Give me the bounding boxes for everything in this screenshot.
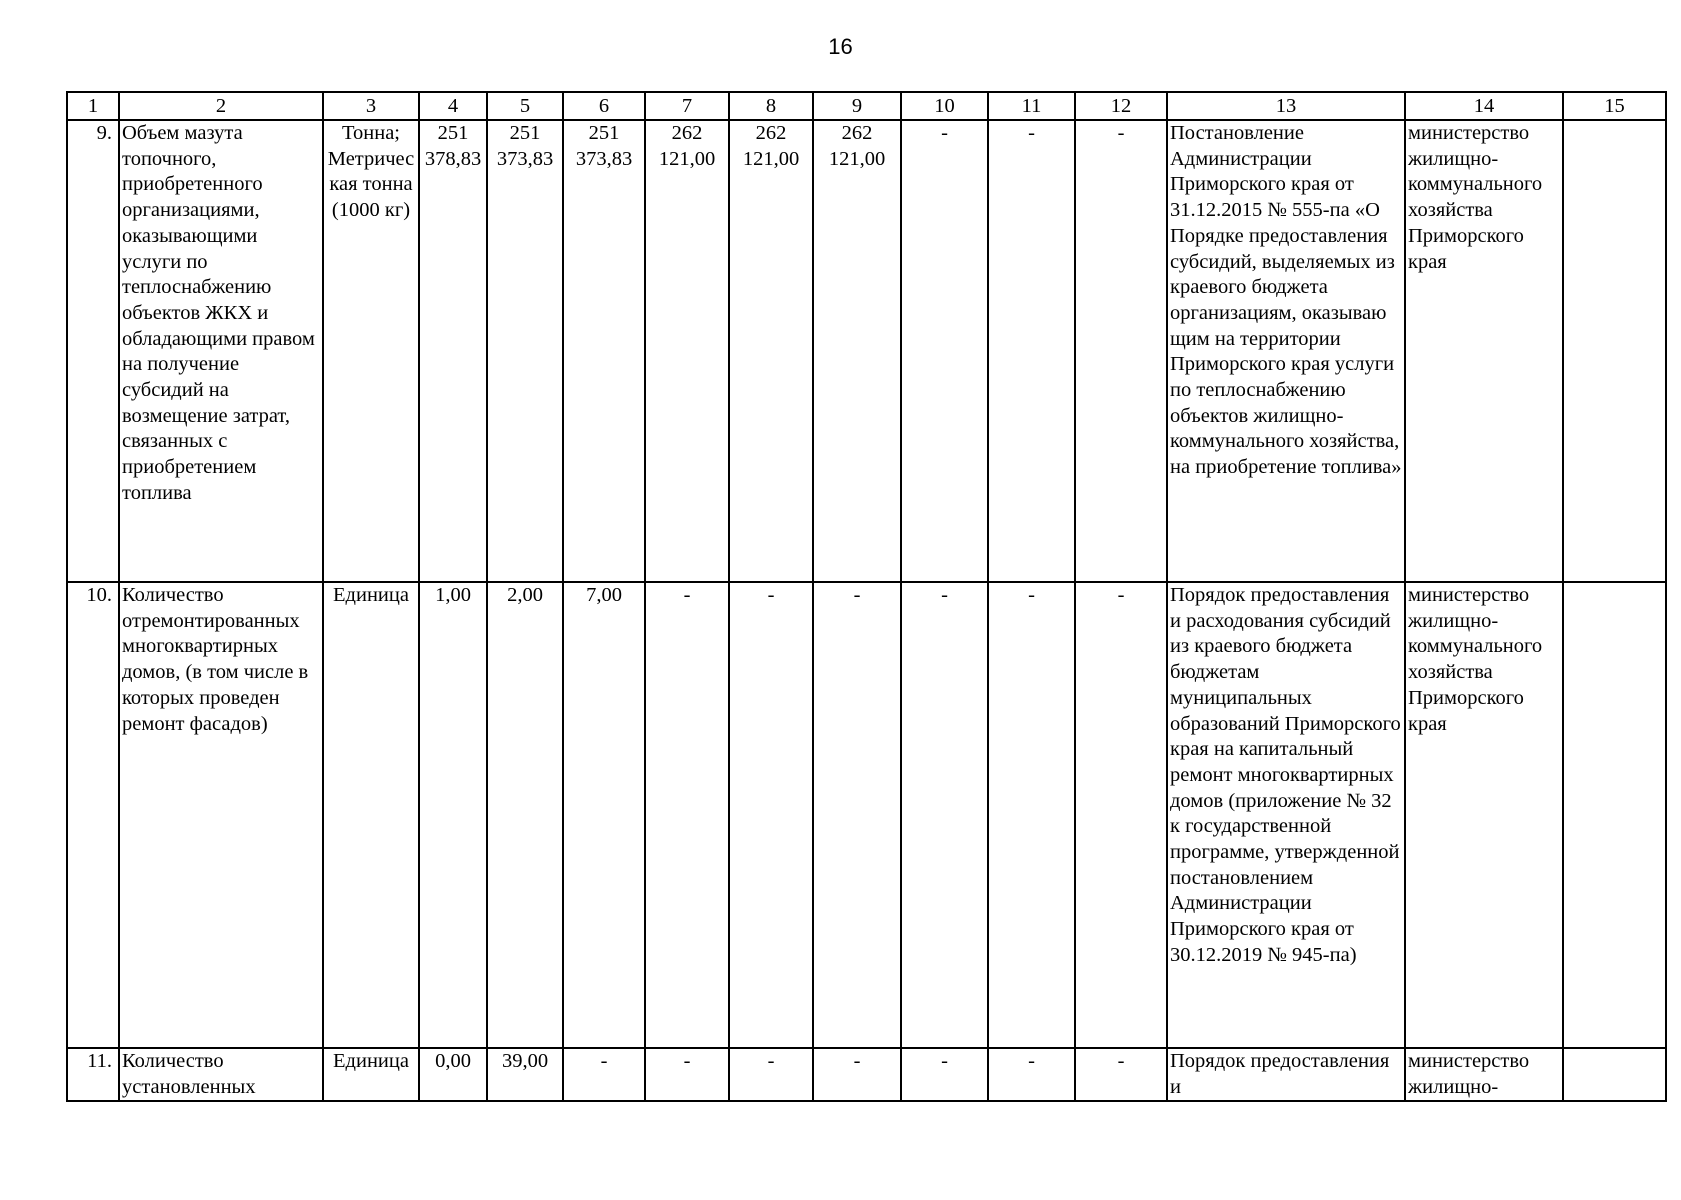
unit-cell: Единица: [323, 582, 419, 1048]
header-cell: 1: [67, 92, 119, 120]
indicator-name: Количество отремонтированных многоквартирных домов, (в том числе в которых проведен ремонт фасадов): [119, 582, 323, 1048]
indicator-name: Объем мазута топочного, приобретенного организациями, оказывающими услуги по теплоснабжению объектов ЖКХ и обладающими правом на получение субсидий на возмещение затрат, связанных с приобретением топлива: [119, 120, 323, 582]
value-cell: 251 378,83: [419, 120, 487, 582]
page-number: 16: [828, 34, 853, 59]
basis-document: Порядок предоставления и расходования субсидий из краевого бюджета бюджетам муниципальных образований Приморского края на капитальный ремонт многоквартирных домов (приложение № 32 к государственной программе, утвержденной постановлением Администрации Приморского края от 30.12.2019 № 945-па): [1167, 582, 1405, 1048]
note-cell: [1563, 582, 1666, 1048]
value-cell: -: [645, 1048, 729, 1101]
row-number: 9.: [67, 120, 119, 582]
responsible-body: министерство жилищно-коммунального хозяйства Приморского края: [1405, 582, 1563, 1048]
table-row: [67, 582, 1666, 1048]
value-cell: 39,00: [487, 1048, 563, 1101]
value-cell: -: [901, 1048, 988, 1101]
header-cell: 14: [1405, 92, 1563, 120]
value-cell: -: [988, 582, 1075, 1048]
value-cell: 7,00: [563, 582, 645, 1048]
row-number: 10.: [67, 582, 119, 1048]
value-cell: -: [813, 582, 901, 1048]
value-cell: -: [645, 582, 729, 1048]
note-cell: [1563, 1048, 1666, 1101]
header-cell: 13: [1167, 92, 1405, 120]
value-cell: 262 121,00: [645, 120, 729, 582]
value-cell: 262 121,00: [729, 120, 813, 582]
header-cell: 6: [563, 92, 645, 120]
header-cell: 9: [813, 92, 901, 120]
unit-cell: Тонна; Метрическая тонна (1000 кг): [323, 120, 419, 582]
header-cell: 12: [1075, 92, 1167, 120]
value-cell: -: [988, 120, 1075, 582]
header-row: [67, 92, 1666, 120]
value-cell: -: [813, 1048, 901, 1101]
responsible-body: министерство жилищно-: [1405, 1048, 1563, 1101]
indicator-name: Количество установленных: [119, 1048, 323, 1101]
value-cell: 0,00: [419, 1048, 487, 1101]
note-cell: [1563, 120, 1666, 582]
header-cell: 7: [645, 92, 729, 120]
value-cell: -: [729, 582, 813, 1048]
indicators-table: [66, 91, 1667, 1102]
value-cell: 251 373,83: [563, 120, 645, 582]
header-cell: 4: [419, 92, 487, 120]
header-cell: 8: [729, 92, 813, 120]
value-cell: -: [1075, 582, 1167, 1048]
table-row: [67, 1048, 1666, 1101]
value-cell: -: [901, 582, 988, 1048]
basis-document: Постановление Администрации Приморского края от 31.12.2015 № 555-па «О Порядке предоставления субсидий, выделяемых из краевого бюджета организациям, оказываю щим на территории Приморского края услуги по теплоснабжению объектов жилищно-коммунального хозяйства, на приобретение топлива»: [1167, 120, 1405, 582]
value-cell: -: [1075, 1048, 1167, 1101]
value-cell: 251 373,83: [487, 120, 563, 582]
responsible-body: министерство жилищно-коммунального хозяйства Приморского края: [1405, 120, 1563, 582]
value-cell: -: [563, 1048, 645, 1101]
value-cell: 262 121,00: [813, 120, 901, 582]
value-cell: -: [1075, 120, 1167, 582]
value-cell: 1,00: [419, 582, 487, 1048]
row-number: 11.: [67, 1048, 119, 1101]
value-cell: -: [901, 120, 988, 582]
value-cell: -: [988, 1048, 1075, 1101]
basis-document: Порядок предоставления и: [1167, 1048, 1405, 1101]
header-cell: 10: [901, 92, 988, 120]
header-cell: 11: [988, 92, 1075, 120]
table-row: [67, 120, 1666, 582]
unit-cell: Единица: [323, 1048, 419, 1101]
header-cell: 2: [119, 92, 323, 120]
value-cell: 2,00: [487, 582, 563, 1048]
value-cell: -: [729, 1048, 813, 1101]
header-cell: 3: [323, 92, 419, 120]
header-cell: 5: [487, 92, 563, 120]
header-cell: 15: [1563, 92, 1666, 120]
